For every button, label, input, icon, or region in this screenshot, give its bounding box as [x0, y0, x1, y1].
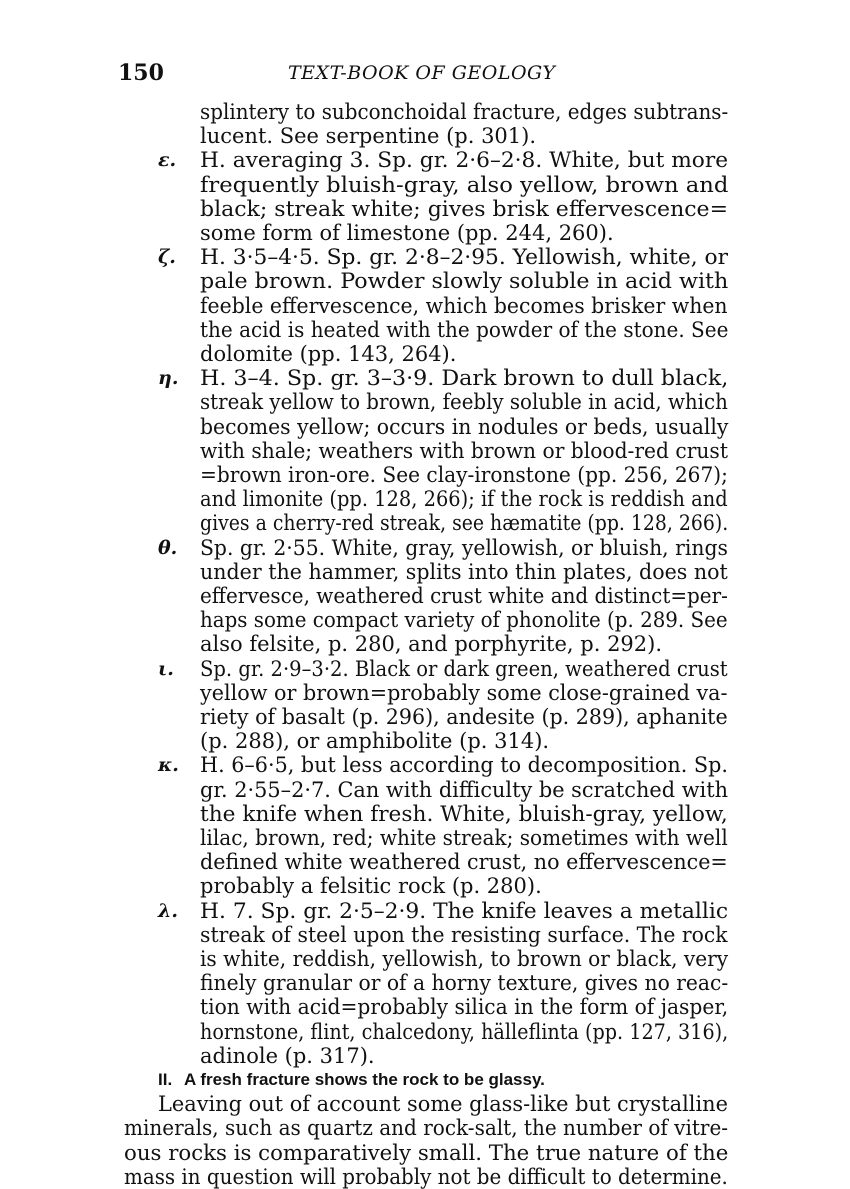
entry-line: lilac, brown, red; white streak; sometimes with well	[200, 826, 728, 850]
entry-line: under the hammer, splits into thin plates, does not	[200, 559, 728, 584]
entry-line: =brown iron-ore. See clay-ironstone (pp. 256, 267);	[200, 463, 728, 487]
entry-line: tion with acid=probably silica in the form of jasper,	[200, 995, 729, 1020]
entry-marker: κ.	[158, 754, 179, 777]
entry-line: haps some compact variety of phonolite (p. 289. See	[200, 608, 728, 633]
paragraph-line: mass in question will probably not be difficult to determine.	[124, 1164, 728, 1189]
entry-line: adinole (p. 317).	[200, 1043, 375, 1068]
entry-line: is white, reddish, yellowish, to brown or black, very	[200, 947, 729, 971]
entry-line: H. 3–4. Sp. gr. 3–3·9. Dark brown to dull black,	[200, 366, 729, 391]
entry-line: and limonite (pp. 128, 266); if the rock is reddish and	[200, 487, 728, 512]
subheading-marker: II.	[158, 1070, 173, 1089]
entry-line: with shale; weathers with brown or blood-red crust	[200, 438, 728, 463]
paragraph-line: minerals, such as quartz and rock-salt, the number of vitre-	[124, 1116, 729, 1141]
page-header	[118, 60, 738, 90]
entry-line: also felsite, p. 280, and porphyrite, p. 292).	[200, 632, 663, 657]
entry-line: the knife when fresh. White, bluish-gray, yellow,	[200, 801, 728, 826]
entry-line: dolomite (pp. 143, 264).	[200, 342, 457, 366]
entry-line: feeble effervescence, which becomes brisker when	[200, 293, 728, 318]
entry-line: finely granular or of a horny texture, gives no reac-	[200, 971, 729, 996]
entry-line: H. 3·5–4·5. Sp. gr. 2·8–2·95. Yellowish, white, or	[200, 245, 729, 270]
entry-line: streak yellow to brown, feebly soluble in acid, which	[200, 390, 728, 415]
entry-line: yellow or brown=probably some close-grained va-	[200, 680, 728, 705]
entry-line: hornstone, flint, chalcedony, hälleflinta (pp. 127, 316),	[200, 1019, 729, 1044]
entry-line: Sp. gr. 2·55. White, gray, yellowish, or bluish, rings	[200, 535, 728, 560]
running-head: TEXT-BOOK OF GEOLOGY	[288, 62, 556, 84]
entry-line: black; streak white; gives brisk effervescence=	[200, 196, 729, 221]
paragraph-line: Leaving out of account some glass-like but crystalline	[158, 1092, 728, 1117]
entry-marker: θ.	[158, 536, 178, 559]
entry-marker: ε.	[158, 149, 177, 172]
entry-line: Sp. gr. 2·9–3·2. Black or dark green, weathered crust	[200, 656, 728, 681]
entry-line: gr. 2·55–2·7. Can with difficulty be scratched with	[200, 777, 728, 802]
entry-line: riety of basalt (p. 296), andesite (p. 289), aphanite	[200, 705, 728, 729]
entry-marker: ι.	[158, 657, 174, 680]
entry-line: (p. 288), or amphibolite (p. 314).	[200, 729, 550, 754]
entry-line: some form of limestone (pp. 244, 260).	[200, 221, 614, 245]
entry-line: frequently bluish-gray, also yellow, brown and	[200, 172, 729, 197]
entry-line: effervesce, weathered crust white and distinct=per-	[200, 584, 728, 608]
subheading-text: A fresh fracture shows the rock to be glassy.	[184, 1070, 545, 1089]
entry-line: becomes yellow; occurs in nodules or beds, usually	[200, 414, 729, 439]
entry-line: H. 6–6·5, but less according to decomposition. Sp.	[200, 753, 728, 778]
entry-marker: ζ.	[158, 246, 176, 269]
entry-line: H. 7. Sp. gr. 2·5–2·9. The knife leaves a metallic	[200, 898, 729, 923]
entry-line: H. averaging 3. Sp. gr. 2·6–2·8. White, but more	[200, 148, 729, 173]
entry-line: splintery to subconchoidal fracture, edges subtrans-	[200, 100, 729, 124]
entry-line: the acid is heated with the powder of the stone. See	[200, 317, 729, 342]
entry-line: streak of steel upon the resisting surface. The rock	[200, 922, 728, 947]
entry-line: probably a felsitic rock (p. 280).	[200, 874, 542, 899]
entry-line: lucent. See serpentine (p. 301).	[200, 124, 537, 149]
entry-line: defined white weathered crust, no effervescence=	[200, 850, 728, 875]
entry-line: gives a cherry-red streak, see hæmatite (pp. 128, 266).	[200, 511, 729, 536]
entry-marker: η.	[158, 367, 179, 390]
entry-line: pale brown. Powder slowly soluble in acid with	[200, 269, 729, 294]
page-number: 150	[118, 60, 164, 86]
paragraph-line: ous rocks is comparatively small. The true nature of the	[124, 1140, 729, 1165]
entry-marker: λ.	[158, 899, 178, 922]
